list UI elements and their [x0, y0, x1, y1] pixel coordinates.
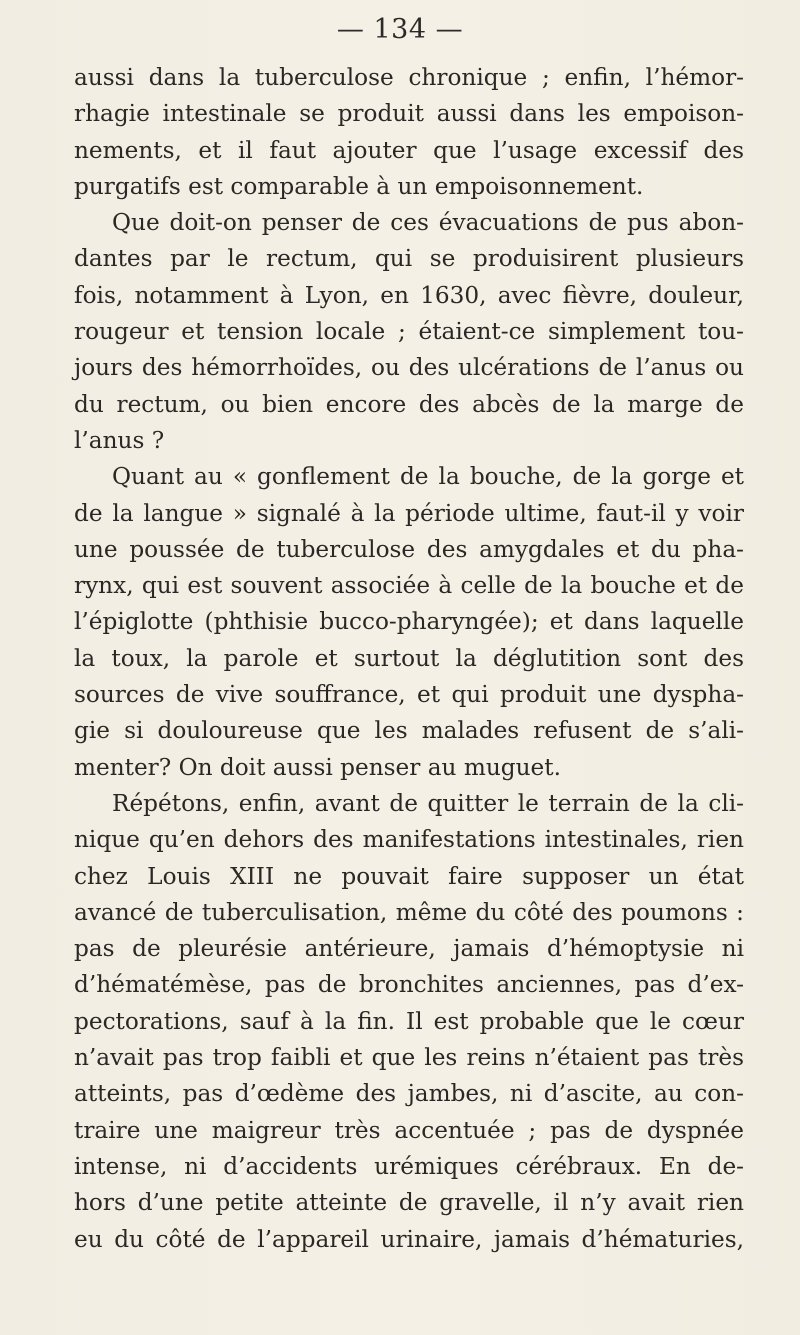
text-line: rynx, qui est souvent associée à celle de la bouche et de: [74, 572, 744, 600]
paragraph-start-line: Que doit-on penser de ces évacuations de pus abon-: [112, 209, 744, 237]
page-number: — 134 —: [336, 14, 464, 45]
text-line: d’hématémèse, pas de bronchites anciennes, pas d’ex-: [74, 971, 744, 999]
text-line: rhagie intestinale se produit aussi dans les empoison-: [74, 100, 744, 128]
text-line: dantes par le rectum, qui se produisirent plusieurs: [74, 245, 744, 273]
paragraph-start-line: Répétons, enfin, avant de quitter le terrain de la cli-: [112, 789, 744, 817]
text-line: chez Louis XIII ne pouvait faire supposer un état: [74, 862, 744, 890]
text-line: avancé de tuberculisation, même du côté des poumons :: [74, 898, 744, 926]
text-line: purgatifs est comparable à un empoisonnement.: [74, 172, 644, 200]
text-line: l’épiglotte (phthisie bucco-pharyngée); et dans laquelle: [74, 608, 744, 636]
text-line: traire une maigreur très accentuée ; pas de dyspnée: [74, 1116, 744, 1144]
text-line: atteints, pas d’œdème des jambes, ni d’ascite, au con-: [74, 1080, 744, 1108]
text-line: pectorations, sauf à la fin. Il est probable que le cœur: [74, 1007, 744, 1035]
text-line: jours des hémorrhoïdes, ou des ulcérations de l’anus ou: [74, 354, 744, 382]
text-line: du rectum, ou bien encore des abcès de la marge de: [74, 390, 744, 418]
text-line: rougeur et tension locale ; étaient-ce simplement tou-: [74, 318, 744, 346]
text-line: menter? On doit aussi penser au muguet.: [74, 753, 561, 781]
text-line: l’anus ?: [74, 426, 165, 454]
text-line: aussi dans la tuberculose chronique ; enfin, l’hémor-: [74, 64, 744, 91]
text-line: intense, ni d’accidents urémiques cérébraux. En de-: [74, 1152, 744, 1180]
paragraph-start-line: Quant au « gonflement de la bouche, de la gorge et: [112, 463, 744, 491]
text-line: nements, et il faut ajouter que l’usage excessif des: [74, 136, 744, 164]
text-line: hors d’une petite atteinte de gravelle, il n’y avait rien: [74, 1189, 744, 1217]
text-line: gie si douloureuse que les malades refusent de s’ali-: [74, 717, 744, 745]
text-line: fois, notamment à Lyon, en 1630, avec fièvre, douleur,: [74, 281, 744, 309]
text-line: n’avait pas trop faibli et que les reins n’étaient pas très: [74, 1044, 744, 1072]
text-line: la toux, la parole et surtout la déglutition sont des: [74, 644, 744, 672]
text-line: de la langue » signalé à la période ultime, faut-il y voir: [74, 499, 744, 527]
text-line: eu du côté de l’appareil urinaire, jamais d’hématuries,: [74, 1225, 744, 1253]
text-line: pas de pleurésie antérieure, jamais d’hémoptysie ni: [74, 935, 744, 963]
text-line: nique qu’en dehors des manifestations intestinales, rien: [74, 826, 744, 854]
text-line: sources de vive souffrance, et qui produit une dyspha-: [74, 681, 744, 709]
body-text: [74, 60, 744, 1258]
text-line: une poussée de tuberculose des amygdales et du pha-: [74, 535, 744, 563]
